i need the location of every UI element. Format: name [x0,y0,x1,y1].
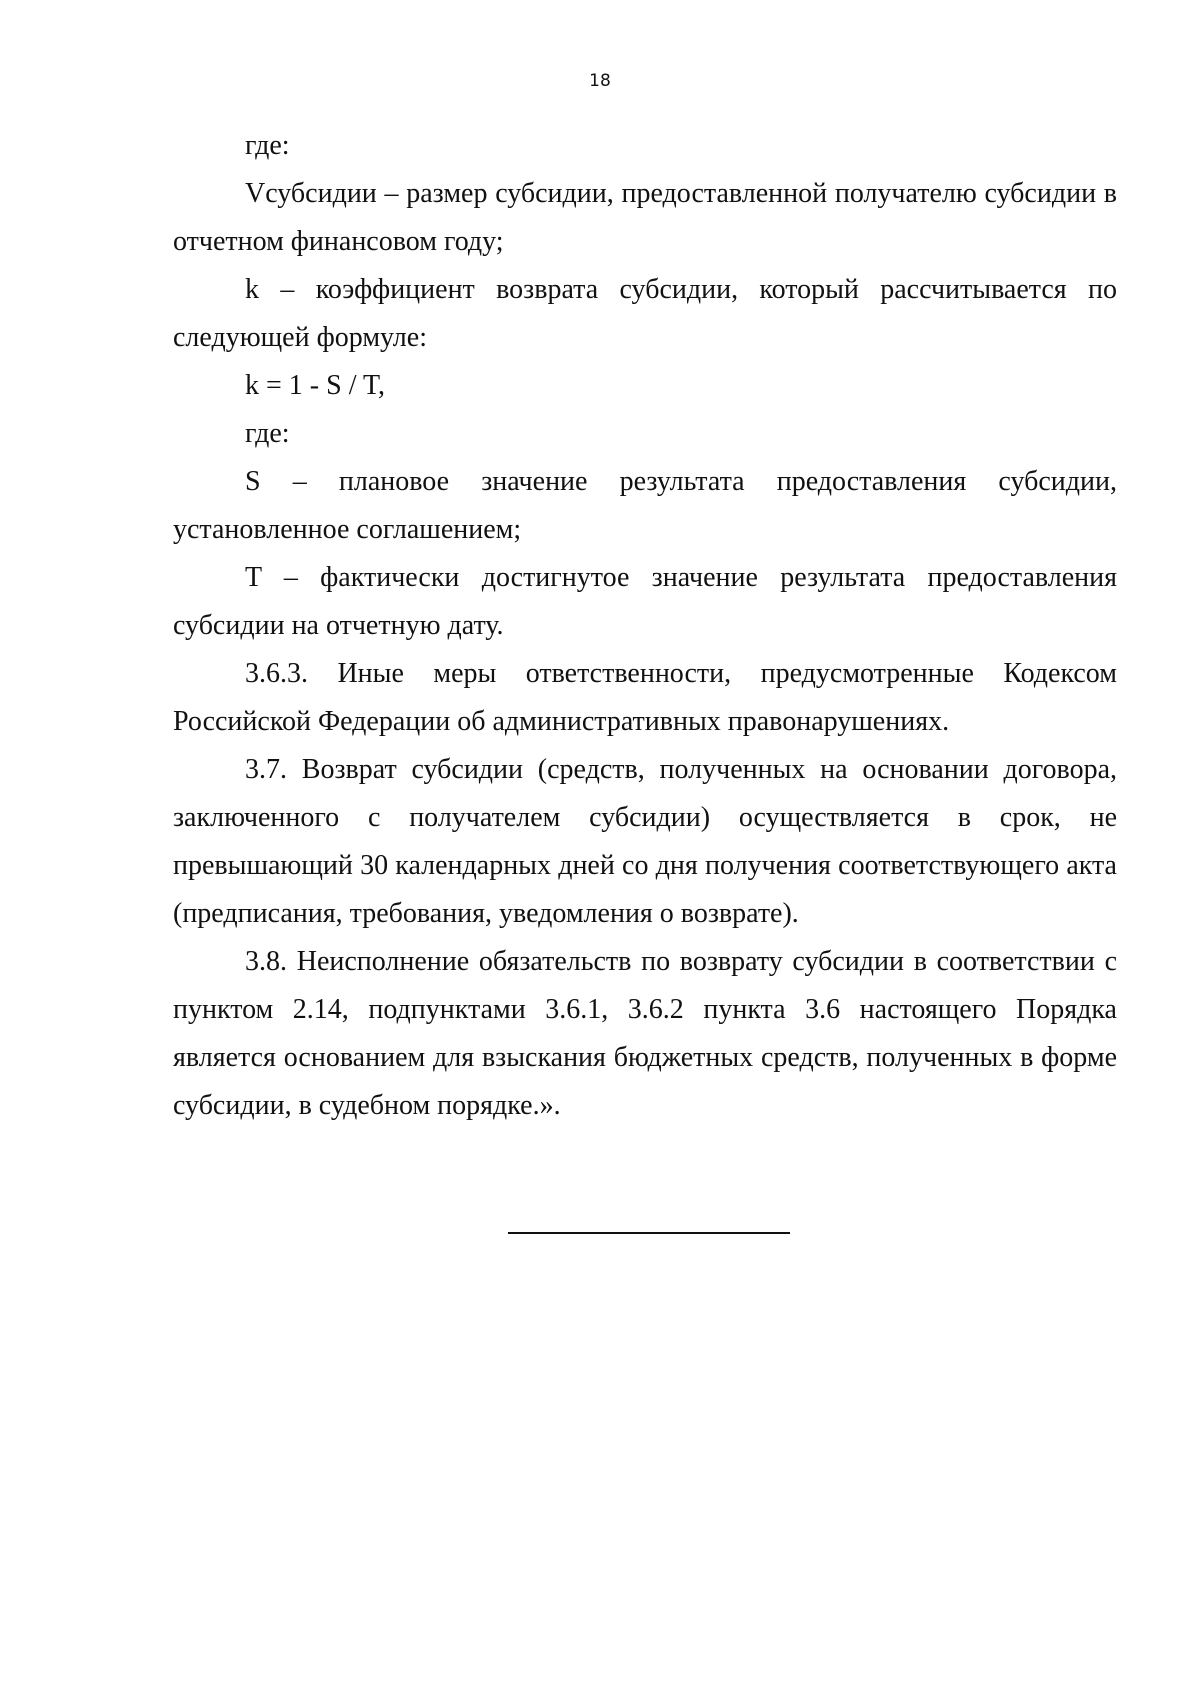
paragraph-3-8: 3.8. Неисполнение обязательств по возврату субсидии в соответствии с пунктом 2.14, подпунктами 3.6.1, 3.6.2 пункта 3.6 настоящего Порядка является основанием для взыскания бюджетных средств, полученных в форме субсидии, в судебном порядке.». [173,946,1117,1121]
paragraph-k-definition: k – коэффициент возврата субсидии, который рассчитывается по следующей формуле: [173,274,1117,353]
paragraph-where-2: где: [245,418,290,449]
paragraph-where-1: где: [245,130,290,161]
page-number: 18 [589,71,611,91]
closing-divider [508,1232,790,1234]
paragraph-s-definition: S – плановое значение результата предоставления субсидии, установленное соглашением; [173,466,1117,545]
document-body [173,122,1117,1130]
paragraph-v-subsidy-definition: Vсубсидии – размер субсидии, предоставленной получателю субсидии в отчетном финансовом году; [173,178,1117,257]
paragraph-3-6-3: 3.6.3. Иные меры ответственности, предусмотренные Кодексом Российской Федерации об административных правонарушениях. [173,658,1117,737]
paragraph-3-7: 3.7. Возврат субсидии (средств, полученных на основании договора, заключенного с получателем субсидии) осуществляется в срок, не превышающий 30 календарных дней со дня получения соответствующего акта (предписания, требования, уведомления о возврате). [173,754,1117,929]
paragraph-t-definition: T – фактически достигнутое значение результата предоставления субсидии на отчетную дату. [173,562,1117,641]
formula-k: k = 1 - S / T, [245,370,385,401]
